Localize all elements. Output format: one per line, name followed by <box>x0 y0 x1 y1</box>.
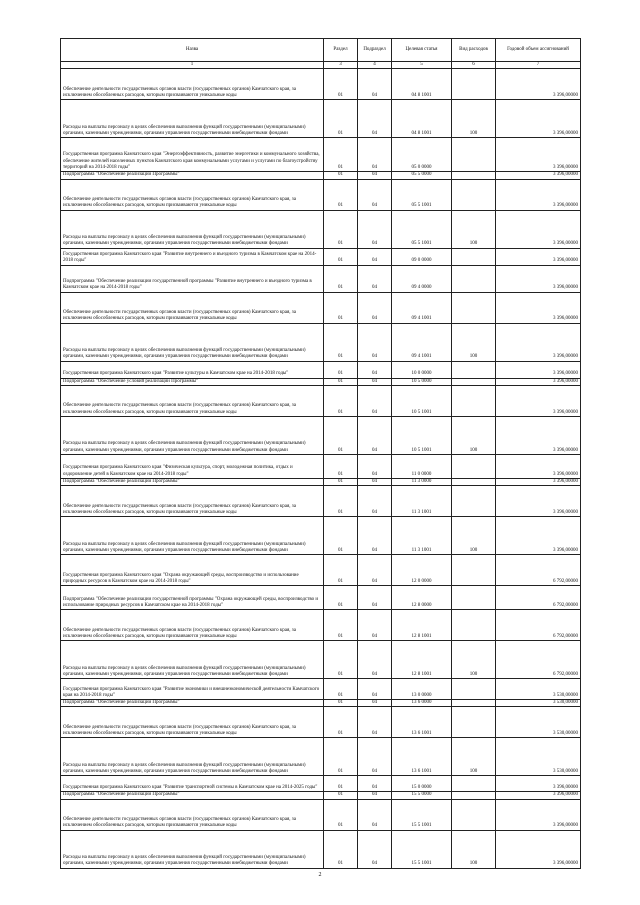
row-target-article: 12 8 1001 <box>392 641 452 679</box>
row-expense-type <box>452 555 496 586</box>
row-target-article: 11 0 0000 <box>392 454 452 478</box>
row-target-article: 13 6 0000 <box>392 700 452 707</box>
row-podrazdel: 04 <box>358 586 392 610</box>
row-expense-type <box>452 799 496 830</box>
row-annual-sum: 6 792,00000 <box>496 586 581 610</box>
budget-table <box>60 38 581 869</box>
row-expense-type <box>452 248 496 265</box>
row-target-article: 12 8 1001 <box>392 610 452 641</box>
row-target-article: 12 8 0000 <box>392 586 452 610</box>
col-number: 5 <box>392 62 452 69</box>
row-expense-type <box>452 586 496 610</box>
row-expense-type: 100 <box>452 416 496 454</box>
row-annual-sum: 3 396,00000 <box>496 486 581 517</box>
row-target-article: 10 5 1001 <box>392 385 452 416</box>
budget-table-wrapper <box>60 38 580 869</box>
row-annual-sum: 3 396,00000 <box>496 416 581 454</box>
row-razdel: 01 <box>324 454 358 478</box>
row-name: Государственная программа Камчатского края "Физическая культура, спорт, молодежная политика, отдых и оздоровление детей в Камчатском крае на 2014-2018 годы" <box>61 454 324 478</box>
row-expense-type <box>452 265 496 292</box>
col-number: 3 <box>324 62 358 69</box>
row-target-article: 11 3 0000 <box>392 478 452 485</box>
row-razdel: 01 <box>324 555 358 586</box>
row-target-article: 04 8 1001 <box>392 69 452 100</box>
row-podrazdel: 04 <box>358 416 392 454</box>
row-annual-sum: 3 396,00000 <box>496 385 581 416</box>
row-target-article: 13 0 0000 <box>392 679 452 700</box>
row-razdel: 01 <box>324 69 358 100</box>
row-expense-type: 100 <box>452 738 496 776</box>
row-name: Расходы на выплаты персоналу в целях обеспечения выполнения функций государственными (муниципальными) органами, казенными учреждениями, органами управления государственными внебюджетными фондами <box>61 517 324 555</box>
row-target-article: 13 6 1001 <box>392 707 452 738</box>
header-razdel: Раздел <box>324 39 358 62</box>
row-name: Государственная программа Камчатского края "Развитие экономики и внешнеэкономической деятельности Камчатского края на 2014-2018 годы" <box>61 679 324 700</box>
row-expense-type: 100 <box>452 100 496 138</box>
row-name: Расходы на выплаты персоналу в целях обеспечения выполнения функций государственными (муниципальными) органами, казенными учреждениями, органами управления государственными внебюджетными фондами <box>61 830 324 868</box>
row-annual-sum: 6 792,00000 <box>496 555 581 586</box>
row-target-article: 09 4 1001 <box>392 323 452 361</box>
header-annual-sum: Годовой объем ассигнований <box>496 39 581 62</box>
row-razdel: 01 <box>324 378 358 385</box>
row-target-article: 05 5 0000 <box>392 172 452 179</box>
table-row <box>61 478 581 485</box>
row-razdel: 01 <box>324 610 358 641</box>
row-target-article: 09 0 0000 <box>392 248 452 265</box>
row-target-article: 04 8 1001 <box>392 100 452 138</box>
row-name: Расходы на выплаты персоналу в целях обеспечения выполнения функций государственными (муниципальными) органами, казенными учреждениями, органами управления государственными внебюджетными фондами <box>61 416 324 454</box>
row-expense-type <box>452 478 496 485</box>
row-name: Государственная программа Камчатского края "Развитие внутреннего и въездного туризма в Камчатском крае на 2014-2018 годы" <box>61 248 324 265</box>
row-target-article: 10 0 0000 <box>392 361 452 378</box>
row-expense-type <box>452 707 496 738</box>
row-podrazdel: 04 <box>358 323 392 361</box>
row-name: Расходы на выплаты персоналу в целях обеспечения выполнения функций государственными (муниципальными) органами, казенными учреждениями, органами управления государственными внебюджетными фондами <box>61 323 324 361</box>
row-razdel: 01 <box>324 265 358 292</box>
table-row <box>61 385 581 416</box>
row-razdel: 01 <box>324 517 358 555</box>
row-razdel: 01 <box>324 478 358 485</box>
table-row <box>61 100 581 138</box>
row-annual-sum: 3 396,00000 <box>496 776 581 792</box>
table-row <box>61 378 581 385</box>
table-row <box>61 517 581 555</box>
row-annual-sum: 3 396,00000 <box>496 172 581 179</box>
row-annual-sum: 3 396,00000 <box>496 454 581 478</box>
table-row <box>61 679 581 700</box>
row-annual-sum: 3 530,00000 <box>496 707 581 738</box>
col-number: 1 <box>61 62 324 69</box>
row-annual-sum: 3 396,00000 <box>496 799 581 830</box>
row-annual-sum: 3 396,00000 <box>496 69 581 100</box>
row-razdel: 01 <box>324 700 358 707</box>
row-podrazdel: 04 <box>358 179 392 210</box>
row-target-article: 05 5 1001 <box>392 210 452 248</box>
row-annual-sum: 3 396,00000 <box>496 138 581 172</box>
row-expense-type <box>452 776 496 792</box>
table-row <box>61 830 581 868</box>
row-razdel: 01 <box>324 486 358 517</box>
row-razdel: 01 <box>324 799 358 830</box>
row-target-article: 10 5 1001 <box>392 416 452 454</box>
row-name: Обеспечение деятельности государственных органов власти (государственных органов) Камчатского края, за исключением обособленных расходов, которым присваиваются уникальные коды <box>61 179 324 210</box>
table-row <box>61 416 581 454</box>
row-expense-type <box>452 69 496 100</box>
row-razdel: 01 <box>324 172 358 179</box>
table-row <box>61 179 581 210</box>
row-target-article: 15 5 1001 <box>392 799 452 830</box>
table-row <box>61 323 581 361</box>
row-name: Обеспечение деятельности государственных органов власти (государственных органов) Камчатского края, за исключением обособленных расходов, которым присваиваются уникальные коды <box>61 707 324 738</box>
row-expense-type <box>452 792 496 799</box>
row-name: Обеспечение деятельности государственных органов власти (государственных органов) Камчатского края, за исключением обособленных расходов, которым присваиваются уникальные коды <box>61 292 324 323</box>
table-row <box>61 210 581 248</box>
row-annual-sum: 3 396,00000 <box>496 248 581 265</box>
row-name: Подпрограмма "Обеспечение реализации Программы" <box>61 478 324 485</box>
row-razdel: 01 <box>324 361 358 378</box>
row-annual-sum: 3 530,00000 <box>496 679 581 700</box>
row-expense-type: 100 <box>452 641 496 679</box>
table-header-row <box>61 39 581 62</box>
table-row <box>61 555 581 586</box>
row-podrazdel: 04 <box>358 292 392 323</box>
row-name: Подпрограмма "Обеспечение условий реализации Программы" <box>61 378 324 385</box>
row-annual-sum: 3 396,00000 <box>496 179 581 210</box>
row-razdel: 01 <box>324 707 358 738</box>
header-expense-type: Вид расходов <box>452 39 496 62</box>
row-razdel: 01 <box>324 776 358 792</box>
row-podrazdel: 04 <box>358 210 392 248</box>
row-annual-sum: 3 530,00000 <box>496 700 581 707</box>
row-annual-sum: 3 396,00000 <box>496 478 581 485</box>
row-expense-type: 100 <box>452 323 496 361</box>
table-row <box>61 292 581 323</box>
row-name: Расходы на выплаты персоналу в целях обеспечения выполнения функций государственными (муниципальными) органами, казенными учреждениями, органами управления государственными внебюджетными фондами <box>61 738 324 776</box>
row-podrazdel: 04 <box>358 378 392 385</box>
table-row <box>61 792 581 799</box>
table-row <box>61 610 581 641</box>
row-annual-sum: 3 396,00000 <box>496 292 581 323</box>
col-number: 7 <box>496 62 581 69</box>
table-row <box>61 69 581 100</box>
row-podrazdel: 04 <box>358 478 392 485</box>
row-expense-type <box>452 610 496 641</box>
row-target-article: 05 5 1001 <box>392 179 452 210</box>
row-annual-sum: 6 792,00000 <box>496 641 581 679</box>
row-target-article: 11 3 1001 <box>392 517 452 555</box>
table-row <box>61 248 581 265</box>
row-expense-type <box>452 378 496 385</box>
table-body <box>61 69 581 868</box>
row-target-article: 12 0 0000 <box>392 555 452 586</box>
row-target-article: 05 0 0000 <box>392 138 452 172</box>
row-podrazdel: 04 <box>358 69 392 100</box>
column-number-row <box>61 62 581 69</box>
row-razdel: 01 <box>324 641 358 679</box>
row-podrazdel: 04 <box>358 361 392 378</box>
table-row <box>61 586 581 610</box>
row-name: Подпрограмма "Обеспечение реализации Программы" <box>61 172 324 179</box>
row-expense-type <box>452 179 496 210</box>
row-podrazdel: 04 <box>358 700 392 707</box>
row-razdel: 01 <box>324 738 358 776</box>
row-target-article: 15 5 0000 <box>392 792 452 799</box>
row-razdel: 01 <box>324 100 358 138</box>
row-name: Расходы на выплаты персоналу в целях обеспечения выполнения функций государственными (муниципальными) органами, казенными учреждениями, органами управления государственными внебюджетными фондами <box>61 210 324 248</box>
row-target-article: 15 5 1001 <box>392 830 452 868</box>
table-row <box>61 707 581 738</box>
row-expense-type <box>452 361 496 378</box>
row-podrazdel: 04 <box>358 486 392 517</box>
row-expense-type <box>452 138 496 172</box>
table-row <box>61 172 581 179</box>
row-podrazdel: 04 <box>358 830 392 868</box>
row-annual-sum: 3 396,00000 <box>496 517 581 555</box>
row-annual-sum: 3 396,00000 <box>496 830 581 868</box>
row-name: Обеспечение деятельности государственных органов власти (государственных органов) Камчатского края, за исключением обособленных расходов, которым присваиваются уникальные коды <box>61 610 324 641</box>
table-row <box>61 361 581 378</box>
row-podrazdel: 04 <box>358 265 392 292</box>
row-podrazdel: 04 <box>358 707 392 738</box>
row-annual-sum: 3 396,00000 <box>496 361 581 378</box>
row-target-article: 11 3 1001 <box>392 486 452 517</box>
row-name: Подпрограмма "Обеспечение реализации Программы" <box>61 792 324 799</box>
row-name: Обеспечение деятельности государственных органов власти (государственных органов) Камчатского края, за исключением обособленных расходов, которым присваиваются уникальные коды <box>61 486 324 517</box>
row-annual-sum: 3 396,00000 <box>496 323 581 361</box>
row-name: Подпрограмма "Обеспечение реализации государственной программы "Развитие внутреннего и въездного туризма в Камчатском крае на 2014-2018 годы" <box>61 265 324 292</box>
col-number: 4 <box>358 62 392 69</box>
col-number: 6 <box>452 62 496 69</box>
row-annual-sum: 3 396,00000 <box>496 210 581 248</box>
row-podrazdel: 04 <box>358 776 392 792</box>
row-razdel: 01 <box>324 830 358 868</box>
row-podrazdel: 04 <box>358 454 392 478</box>
row-target-article: 09 4 1001 <box>392 292 452 323</box>
row-podrazdel: 04 <box>358 172 392 179</box>
row-name: Подпрограмма "Обеспечение реализации Программы" <box>61 700 324 707</box>
row-razdel: 01 <box>324 416 358 454</box>
row-podrazdel: 04 <box>358 100 392 138</box>
table-row <box>61 776 581 792</box>
table-row <box>61 641 581 679</box>
row-target-article: 13 6 1001 <box>392 738 452 776</box>
row-annual-sum: 3 396,00000 <box>496 792 581 799</box>
row-podrazdel: 04 <box>358 792 392 799</box>
row-podrazdel: 04 <box>358 248 392 265</box>
row-razdel: 01 <box>324 179 358 210</box>
page-number: 2 <box>318 872 322 878</box>
row-name: Государственная программа Камчатского края "Энергоэффективность, развитие энергетики и коммунального хозяйства, обеспечение жителей населенных пунктов Камчатского края коммунальными услугами и услугами по благоустройству территорий на 2014-2018 годы" <box>61 138 324 172</box>
table-row <box>61 454 581 478</box>
row-expense-type: 100 <box>452 517 496 555</box>
row-podrazdel: 04 <box>358 385 392 416</box>
row-name: Государственная программа Камчатского края "Развитие транспортной системы в Камчатском крае на 2014-2025 годы" <box>61 776 324 792</box>
row-razdel: 01 <box>324 679 358 700</box>
row-podrazdel: 04 <box>358 610 392 641</box>
table-row <box>61 486 581 517</box>
row-name: Подпрограмма "Обеспечение реализации государственной программы "Охрана окружающей среды, воспроизводство и использование природных ресурсов в Камчатском крае на 2014-2018 годы" <box>61 586 324 610</box>
header-target-article: Целевая статья <box>392 39 452 62</box>
row-podrazdel: 04 <box>358 799 392 830</box>
row-name: Государственная программа Камчатского края "Развитие культуры в Камчатском крае на 2014-2018 годы" <box>61 361 324 378</box>
row-name: Обеспечение деятельности государственных органов власти (государственных органов) Камчатского края, за исключением обособленных расходов, которым присваиваются уникальные коды <box>61 799 324 830</box>
row-expense-type <box>452 172 496 179</box>
row-podrazdel: 04 <box>358 679 392 700</box>
row-expense-type <box>452 454 496 478</box>
row-razdel: 01 <box>324 586 358 610</box>
table-row <box>61 138 581 172</box>
row-expense-type <box>452 486 496 517</box>
row-podrazdel: 04 <box>358 641 392 679</box>
row-razdel: 01 <box>324 138 358 172</box>
row-target-article: 09 4 0000 <box>392 265 452 292</box>
row-podrazdel: 04 <box>358 138 392 172</box>
row-annual-sum: 3 530,00000 <box>496 738 581 776</box>
row-target-article: 10 5 0000 <box>392 378 452 385</box>
header-podrazdel: Подраздел <box>358 39 392 62</box>
row-expense-type <box>452 700 496 707</box>
row-podrazdel: 04 <box>358 517 392 555</box>
row-expense-type <box>452 385 496 416</box>
row-annual-sum: 3 396,00000 <box>496 378 581 385</box>
table-row <box>61 700 581 707</box>
row-expense-type: 100 <box>452 830 496 868</box>
row-name: Расходы на выплаты персоналу в целях обеспечения выполнения функций государственными (муниципальными) органами, казенными учреждениями, органами управления государственными внебюджетными фондами <box>61 100 324 138</box>
row-razdel: 01 <box>324 292 358 323</box>
row-name: Расходы на выплаты персоналу в целях обеспечения выполнения функций государственными (муниципальными) органами, казенными учреждениями, органами управления государственными внебюджетными фондами <box>61 641 324 679</box>
row-annual-sum: 6 792,00000 <box>496 610 581 641</box>
row-razdel: 01 <box>324 792 358 799</box>
row-podrazdel: 04 <box>358 555 392 586</box>
row-razdel: 01 <box>324 248 358 265</box>
header-name: Назва <box>61 39 324 62</box>
row-podrazdel: 04 <box>358 738 392 776</box>
row-expense-type <box>452 679 496 700</box>
row-annual-sum: 3 396,00000 <box>496 265 581 292</box>
table-row <box>61 738 581 776</box>
row-razdel: 01 <box>324 210 358 248</box>
row-expense-type <box>452 292 496 323</box>
row-razdel: 01 <box>324 385 358 416</box>
table-row <box>61 265 581 292</box>
row-name: Обеспечение деятельности государственных органов власти (государственных органов) Камчатского края, за исключением обособленных расходов, которым присваиваются уникальные коды <box>61 385 324 416</box>
row-name: Государственная программа Камчатского края "Охрана окружающей среды, воспроизводство и использование природных ресурсов в Камчатском крае на 2014-2018 годы" <box>61 555 324 586</box>
table-row <box>61 799 581 830</box>
row-target-article: 15 0 0000 <box>392 776 452 792</box>
row-name: Обеспечение деятельности государственных органов власти (государственных органов) Камчатского края, за исключением обособленных расходов, которым присваиваются уникальные коды <box>61 69 324 100</box>
row-annual-sum: 3 396,00000 <box>496 100 581 138</box>
row-razdel: 01 <box>324 323 358 361</box>
row-expense-type: 100 <box>452 210 496 248</box>
